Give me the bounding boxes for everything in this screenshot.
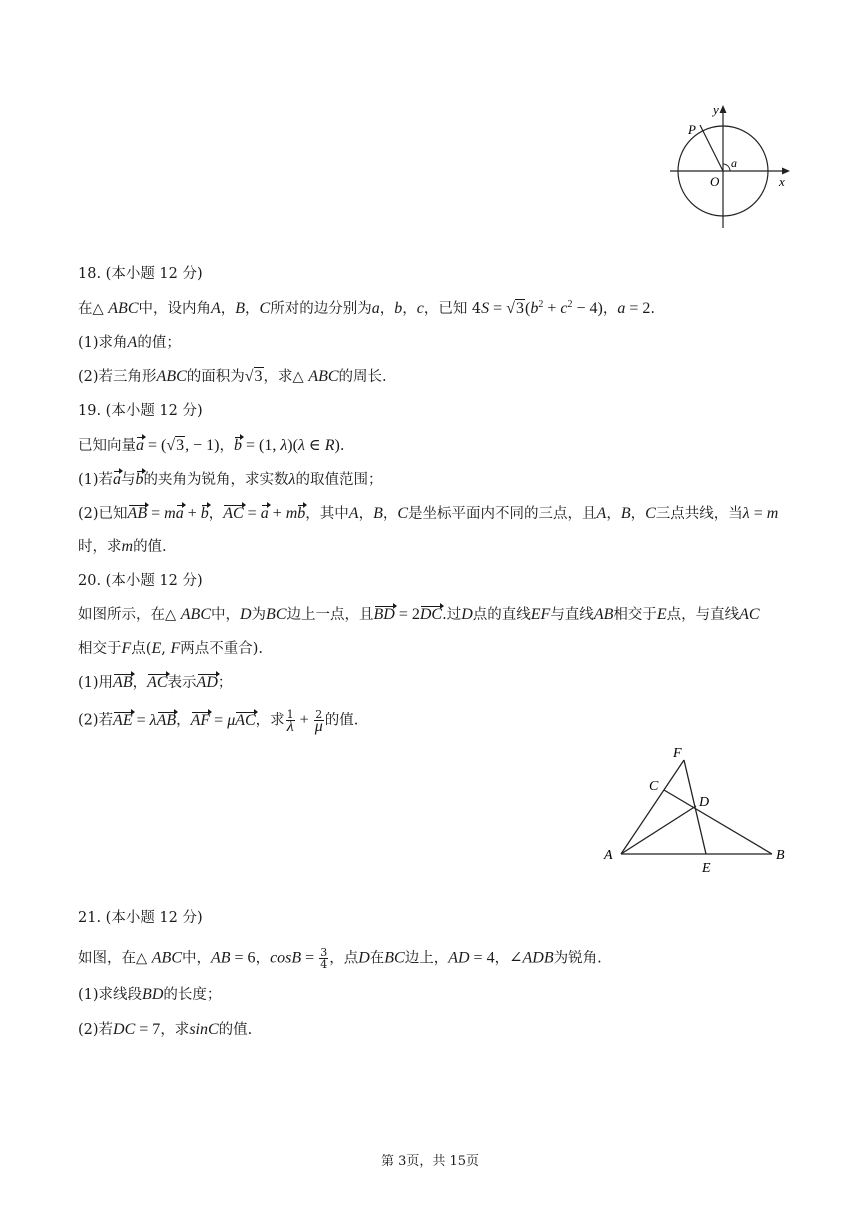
q18-stem: 在△ ABC中，设内角A，B，C所对的边分别为a，b，c，已知 $4S = √3(b^2 + c^2 - 4)$，a = 2.	[78, 299, 655, 317]
q20-stem: 如图所示，在△ ABC中，D为BC边上一点，且BD = 2DC.过D点的直线EF与直线AB相交于E点，与直线AC	[78, 606, 760, 623]
q18-header: 18. (本小题 12 分)	[78, 266, 203, 282]
angle-label: a	[731, 156, 737, 170]
point-p-label: P	[688, 122, 696, 137]
q20-part1: (1)用AB，AC表示AD；	[78, 674, 233, 691]
label-b: B	[776, 848, 785, 863]
label-c: C	[649, 779, 659, 794]
origin-label: O	[710, 174, 720, 189]
label-d: D	[699, 795, 710, 810]
label-e: E	[702, 861, 711, 876]
q21-stem: 如图，在△ ABC中，AB = 6，cosB = $\frac{3}{4}$ ，点D在BC边上，AD = 4，∠ADB为锐角.	[78, 946, 602, 971]
y-axis-label: y	[713, 102, 719, 117]
angle-arc	[723, 164, 730, 171]
q18-part1: (1)求角A的值；	[78, 334, 181, 351]
triangle-figure	[595, 738, 800, 878]
terminal-side-op	[700, 125, 723, 171]
q21-part2: (2)若DC = 7，求sinC的值.	[78, 1021, 253, 1038]
label-a: A	[604, 848, 613, 863]
segment-cb	[664, 790, 772, 854]
q20-stem-cont: 相交于F点(E, F两点不重合).	[78, 640, 264, 657]
q21-header: 21. (本小题 12 分)	[78, 910, 203, 926]
x-axis-label: x	[779, 174, 785, 189]
q20-part2: (2)若AE = λAB，AF = μAC，求 $\frac{1}{\lambda}$ + $\frac{2}{\mu}$ 的值.	[78, 708, 359, 735]
label-f: F	[673, 746, 682, 761]
q18-part2: (2)若三角形ABC的面积为√3，求△ ABC的周长.	[78, 368, 387, 385]
q20-header: 20. (本小题 12 分)	[78, 573, 203, 589]
q19-part2-cont: 时，求m的值.	[78, 538, 167, 555]
y-axis-arrow	[720, 105, 727, 113]
q19-stem: 已知向量a = (√3, − 1)，b = (1, λ)(λ ∈ R).	[78, 437, 345, 454]
q19-header: 19. (本小题 12 分)	[78, 403, 203, 419]
q21-part1: (1)求线段BD的长度；	[78, 986, 222, 1003]
unit-circle-figure	[660, 98, 800, 233]
q19-part2: (2)已知AB = ma + b，AC = a + mb，其中A，B，C是坐标平面内不同的三点，且A，B，C三点共线，当λ = m	[78, 505, 779, 522]
segment-af	[621, 760, 684, 854]
page-footer: 第 3页，共 15页	[380, 1154, 480, 1169]
q19-part1: (1)若a与b的夹角为锐角，求实数λ的取值范围；	[78, 471, 383, 488]
segment-ad	[621, 806, 696, 854]
